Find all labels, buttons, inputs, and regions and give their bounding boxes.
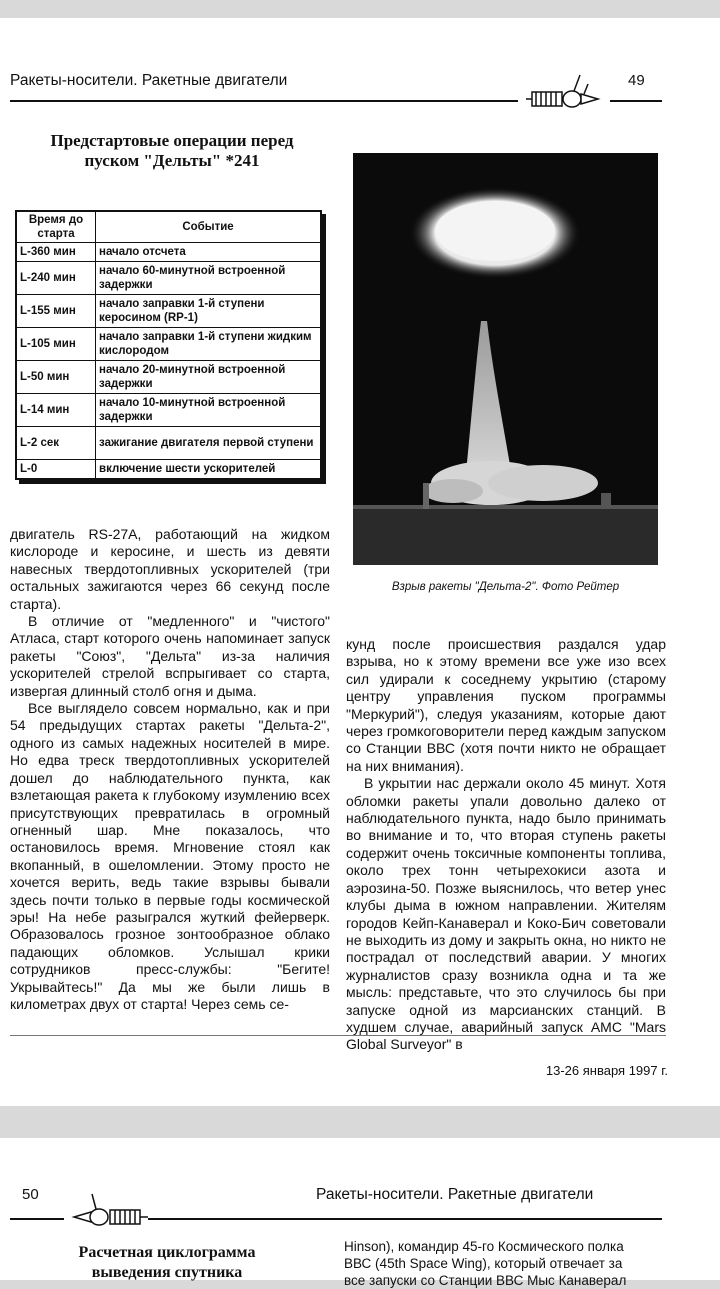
header-rule: [148, 1218, 662, 1220]
rocket-emblem-icon: [522, 72, 606, 116]
right-column: [346, 636, 666, 1054]
table-title-line2: пуском "Дельты" *241: [84, 151, 260, 170]
page-49: [0, 18, 720, 1106]
time-cell: L-14 мин: [16, 394, 96, 427]
time-cell: L-105 мин: [16, 328, 96, 361]
paragraph: Все выглядело совсем нормально, как и при 54 предыдущих стартах ракеты "Дельта-2", одного из самых надежных носителей в мире. Но едва треск твердотопливных ускорителей дошел до наблюдательного пункта, как взлетающая ракета к глубокому изумлению всех присутствующих превратилась в огромный огненный шар. Мне показалось, что остановилось время. Мгновение стоял как вкопанный, в ошеломлении. Этому просто не хочется верить, ведь такие взрывы бывали здесь почти только в первые годы космической эры! На небе разыгрался жуткий фейерверк. Образовалось грозное зонтообразное облако падающих обломков. Услышал крики сотрудников пресс-службы: "Бегите! Укрывайтесь!" Да мы же были лишь в километрах двух от старта! Через семь се-: [10, 700, 330, 1012]
event-cell: начало 60-минутной встроенной задержки: [96, 262, 322, 295]
time-cell: L-360 мин: [16, 243, 96, 262]
time-cell: L-2 сек: [16, 427, 96, 460]
left-column: [10, 526, 330, 1013]
running-header: Ракеты-носители. Ракетные двигатели: [10, 72, 288, 89]
paragraph: В укрытии нас держали около 45 минут. Хотя обломки ракеты упали довольно далеко от наблюдательного пункта, надо было принимать во внимание и то, что вторая ступень ракеты содержит очень токсичные компоненты топлива, около трех тонн четырехокиси азота и аэрозина-50. Позже выяснилось, что ветер унес клубы дыма в южном направлении. Жителям городов Кейп-Канаверал и Коко-Бич советовали не выходить из дому и закрыть окна, но никто не пострадал от последствий аварии. У многих журналистов сразу возникла одна и та же мысль: представьте, что это случилось бы при запуске одной из марсианских станций. В худшем случае, аварийный запуск АМС "Mars Global Surveyor" в: [346, 775, 666, 1053]
event-cell: начало отсчета: [96, 243, 322, 262]
rocket-explosion-photo: [353, 153, 658, 565]
page-number: 49: [628, 72, 645, 89]
rocket-emblem-icon: [66, 1192, 150, 1232]
table-row: [16, 262, 321, 295]
time-cell: L-240 мин: [16, 262, 96, 295]
event-cell: начало 20-минутной встроенной задержки: [96, 361, 322, 394]
page-50: [0, 1138, 720, 1288]
table-row: [16, 328, 321, 361]
event-cell: включение шести ускорителей: [96, 460, 322, 480]
event-cell: зажигание двигателя первой ступени: [96, 427, 322, 460]
page-number: 50: [22, 1186, 39, 1203]
table-row: [16, 295, 321, 328]
running-header: Ракеты-носители. Ракетные двигатели: [316, 1186, 594, 1203]
section-title-line2: выведения спутника: [91, 1264, 243, 1281]
header-rule-right: [610, 100, 662, 102]
table-row: [16, 361, 321, 394]
paragraph: двигатель RS-27A, работающий на жидком кислороде и керосине, и шесть из девяти навесных твердотопливных ускорителей (три остальных зажигаются через 66 секунд после старта).: [10, 526, 330, 612]
issue-date: 13-26 января 1997 г.: [545, 1063, 668, 1078]
header-rule: [10, 100, 518, 102]
event-cell: начало заправки 1-й ступени жидким кислородом: [96, 328, 322, 361]
col-header-time: Время до старта: [16, 211, 96, 243]
col-header-event: Событие: [96, 211, 322, 243]
section-title-line1: Расчетная циклограмма: [78, 1244, 256, 1261]
paragraph: В отличие от "медленного" и "чистого" Атласа, старт которого очень напоминает запуск ракеты "Союз", "Дельта" из-за наличия ускорителей стрелой вспрыгивает со старта, извергая длинный столб огня и дыма.: [10, 613, 330, 699]
paragraph: кунд после происшествия раздался удар взрыва, но к этому времени все уже изо всех сил удирали к соседнему укрытию (старому центру управления пуском программы "Меркурий"), следуя указаниям, которые дают через громкоговорители перед каждым запуском со Станции ВВС (хотя почти никто не обращает на них внимания).: [346, 636, 666, 774]
event-cell: начало заправки 1-й ступени керосином (RP-1): [96, 295, 322, 328]
event-cell: начало 10-минутной встроенной задержки: [96, 394, 322, 427]
table-row: [16, 460, 321, 480]
table-row: [16, 427, 321, 460]
prelaunch-schedule-table: [15, 210, 322, 480]
text-line: все запуски со Станции ВВС Мыс Канаверал: [344, 1273, 627, 1288]
photo-caption: Взрыв ракеты "Дельта-2". Фото Рейтер: [391, 581, 620, 593]
table-row: [16, 394, 321, 427]
right-column: [344, 1238, 666, 1289]
header-rule-left: [10, 1218, 64, 1220]
table-row: [16, 243, 321, 262]
text-line: ВВС (45th Space Wing), который отвечает за: [344, 1256, 623, 1271]
time-cell: L-50 мин: [16, 361, 96, 394]
time-cell: L-155 мин: [16, 295, 96, 328]
time-cell: L-0: [16, 460, 96, 480]
text-line: Hinson), командир 45-го Космического полка: [344, 1239, 624, 1254]
footer-rule: [10, 1035, 666, 1036]
table-title-line1: Предстартовые операции перед: [50, 131, 294, 150]
